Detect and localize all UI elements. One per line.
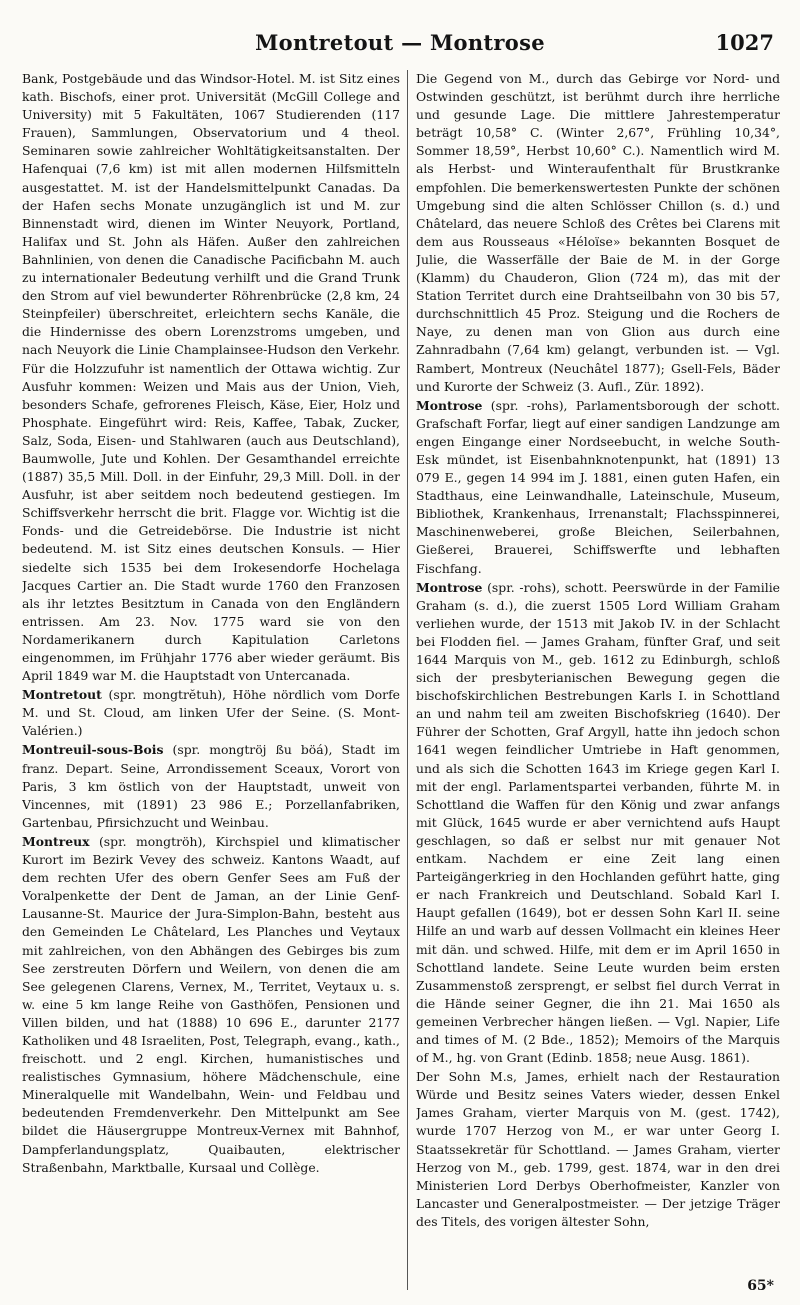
left-column (22, 70, 400, 1290)
entry-text: (spr. -rohs), schott. Peerswürde in der Familie Graham (s. d.), die zuerst 1505 Lord William Graham verliehen wurde, der 1513 mit Jakob IV. in der Schlacht bei Flodden fiel. — James Graham, fünfter Graf, und seit 1644 Marquis von M., geb. 1612 zu Edinburgh, schloß sich der presbyterianischen Bewegung gegen die bischofskirchlichen Bestrebungen Karls I. in Schottland an und nahm teil am zweiten Bischofskrieg (1640). Der Führer der Schotten, Graf Argyll, hatte ihn jedoch schon 1641 wegen feindlicher Umtriebe in Haft genommen, und als sich die Schotten 1643 im Kriege gegen Karl I. mit der engl. Parlamentspartei verbanden, führte M. in Schottland die Waffen für den König und zwar anfangs mit Glück, 1645 wurde er aber vernichtend aufs Haupt geschlagen, so daß er selbst nur mit genauer Not entkam. Nachdem er eine Zeit lang einen Parteigängerkrieg in den Hochlanden geführt hatte, ging er nach Frankreich und Deutschland. Sobald Karl I. Haupt gefallen (1649), bot er dessen Sohn Karl II. seine Hilfe an und warb auf dessen Vollmacht ein kleines Heer mit dän. und schwed. Hilfe, mit dem er im April 1650 in Schottland landete. Seine Leute wurden beim ersten Zusammenstoß zersprengt, er selbst fiel durch Verrat in die Hände seiner Gegner, die ihn 21. Mai 1650 als gemeinen Verbrecher hängen ließen. — Vgl. Napier, Life and times of M. (2 Bde., 1852); Memoirs of the Marquis of M., hg. von Grant (Edinb. 1858; neue Ausg. 1861). (416, 579, 780, 1066)
headword: Montrose (416, 579, 483, 595)
entry-montrose-borough (416, 397, 780, 578)
entry-montreux-continued: Die Gegend von M., durch das Gebirge vor Nord- und Ostwinden geschützt, ist berühmt durch ihre herrliche und gesunde Lage. Die mittlere Jahrestemperatur beträgt 10,58° C. (Winter 2,67°, Frühling 10,34°, Sommer 18,59°, Herbst 10,60° C.). Namentlich wird M. als Herbst- und Winteraufenthalt für Brustkranke empfohlen. Die bemerkenswertesten Punkte der schönen Umgebung sind die alten Schlösser Chillon (s. d.) und Châtelard, das neuere Schloß des Crêtes bei Clarens mit dem aus Rousseaus «Héloïse» bekannten Bosquet de Julie, die Wasserfälle der Baie de M. in der Gorge (Klamm) du Chauderon, Glion (724 m), das mit der Station Territet durch eine Drahtseilbahn von 30 bis 57, durchschnittlich 45 Proz. Steigung und die Rochers de Naye, zu denen man von Glion aus durch eine Zahnradbahn (7,64 km) gelangt, verbunden ist. — Vgl. Rambert, Montreux (Neuchâtel 1877); Gsell-Fels, Bäder und Kurorte der Schweiz (3. Aufl., Zür. 1892). (416, 71, 780, 394)
column-divider (407, 70, 408, 1290)
entry-montrose-descendants: Der Sohn M.s, James, erhielt nach der Restauration Würde und Besitz seines Vaters wieder, dessen Enkel James Graham, vierter Marquis von M. (gest. 1742), wurde 1707 Herzog von M., er war unter Georg I. Staatssekretär für Schottland. — James Graham, vierter Herzog von M., geb. 1799, gest. 1874, war in den drei Ministerien Lord Derbys Oberhofmeister, Kanzler von Lancaster und Generalpostmeister. — Der jetzige Träger des Titels, des vorigen ältester Sohn, (416, 1069, 780, 1229)
headword: Montreux (22, 833, 90, 849)
entry-montreux (22, 833, 400, 1177)
entry-montretout (22, 686, 400, 740)
page-header (24, 30, 776, 60)
entry-text: (spr. -rohs), Parlamentsborough der schott. Grafschaft Forfar, liegt auf einer sandigen Landzunge am engen Eingange einer Nordseebucht, in welche South-Esk mündet, ist Eisenbahnknotenpunkt, hat (1891) 13 079 E., gegen 14 994 im J. 1881, einen guten Hafen, ein Stadthaus, eine Leinwandhalle, Lateinschule, Museum, Bibliothek, Krankenhaus, Irrenanstalt; Flachsspinnerei, Maschinenweberei, große Bleichen, Seilerbahnen, Gießerei, Brauerei, Schiffswerfte und lebhaften Fischfang. (416, 397, 780, 576)
entry-text: (spr. mongtröh), Kirchspiel und klimatischer Kurort im Bezirk Vevey des schweiz. Kantons Waadt, auf dem rechten Ufer des obern Genfer Sees am Fuß der Voralpenkette der Dent de Jaman, an der Linie Genf-Lausanne-St. Maurice der Jura-Simplon-Bahn, besteht aus den Gemeinden Le Châtelard, Les Planches und Veytaux mit zahlreichen, von den Abhängen des Gebirges bis zum See zerstreuten Dörfern und Weilern, von denen die am See gelegenen Clarens, Vernex, M., Territet, Veytaux u. s. w. eine 5 km lange Reihe von Gasthöfen, Pensionen und Villen bilden, und hat (1888) 10 696 E., darunter 2177 Katholiken und 48 Israeliten, Post, Telegraph, evang., kath., freischott. und 2 engl. Kirchen, humanistisches und realistisches Gymnasium, höhere Mädchenschule, eine Mineralquelle mit Wandelbahn, Wein- und Feldbau und bedeutenden Fremdenverkehr. Den Mittelpunkt am See bildet die Häusergruppe Montreux-Vernex mit Bahnhof, Dampferlandungsplatz, Quaibauten, elektrischer Straßenbahn, Marktballe, Kursaal und Collège. (22, 833, 400, 1175)
headword: Montreuil-sous-Bois (22, 742, 164, 758)
entry-text: (spr. mongtrĕtuh), Höhe nördlich vom Dorfe M. und St. Cloud, am linken Ufer der Seine. (S. Mont-Valérien.) (22, 687, 400, 739)
sheet-signature: 65* (747, 1278, 774, 1294)
page-number: 1027 (715, 30, 774, 55)
right-column (416, 70, 780, 1290)
headword: Montrose (416, 397, 483, 413)
entry-montreuil-sous-bois (22, 741, 400, 831)
entry-montrose-peerage (416, 579, 780, 1068)
entry-montreal-continued: Bank, Postgebäude und das Windsor-Hotel. M. ist Sitz eines kath. Bischofs, einer prot. Universität (McGill College and University) mit 5 Fakultäten, 1067 Studierenden (117 Frauen), Sammlungen, Observatorium und 4 theol. Seminaren sowie zahlreicher Wohltätigkeitsanstalten. Der Hafenquai (7,6 km) ist mit allen modernen Hilfsmitteln ausgestattet. M. ist der Handelsmittelpunkt Canadas. Da der Hafen sechs Monate unzugänglich ist und M. zur Binnenstadt wird, dienen im Winter Neuyork, Portland, Halifax und St. John als Häfen. Außer den zahlreichen Bahnlinien, von denen die Canadische Pacificbahn M. auch zu internationaler Bedeutung verhilft und die Grand Trunk den Strom auf viel bewunderter Röhrenbrücke (2,8 km, 24 Steinpfeiler) überschreitet, erleichtern sechs Kanäle, die die Hindernisse des obern Lorenzstroms umgeben, und nach Neuyork die Linie Champlainsee-Hudson den Verkehr. Für die Holzzufuhr ist namentlich der Ottawa wichtig. Zur Ausfuhr kommen: Weizen und Mais aus der Union, Vieh, besonders Schafe, gefrorenes Fleisch, Käse, Eier, Holz und Phosphate. Eingeführt wird: Reis, Kaffee, Tabak, Zucker, Salz, Soda, Eisen- und Stahlwaren (auch aus Deutschland), Baumwolle, Jute und Kohlen. Der Gesamthandel erreichte (1887) 35,5 Mill. Doll. in der Einfuhr, 29,3 Mill. Doll. in der Ausfuhr, ist aber seitdem noch bedeutend gestiegen. Im Schiffsverkehr herrscht die brit. Flagge vor. Wichtig ist die Fonds- und die Getreidebörse. Die Industrie ist nicht bedeutend. M. ist Sitz eines deutschen Konsuls. — Hier siedelte sich 1535 bei dem Irokesendorfe Hochelaga Jacques Cartier an. Die Stadt wurde 1760 den Franzosen als ihr letztes Besitztum in Canada von den Engländern entrissen. Am 23. Nov. 1775 ward sie von den Nordamerikanern durch Kapitulation Carletons eingenommen, im Frühjahr 1776 aber wieder geräumt. Bis April 1849 war M. die Hauptstadt von Untercanada. (22, 71, 400, 684)
entry-text: (spr. mongtröj ßu böá), Stadt im franz. Depart. Seine, Arrondissement Sceaux, Vorort von Paris, 3 km östlich von der Hauptstadt, unweit von Vincennes, mit (1891) 23 986 E.; Porzellanfabriken, Gartenbau, Pfirsichzucht und Weinbau. (22, 742, 400, 830)
headword: Montretout (22, 687, 102, 703)
running-title: Montretout — Montrose (255, 30, 545, 55)
